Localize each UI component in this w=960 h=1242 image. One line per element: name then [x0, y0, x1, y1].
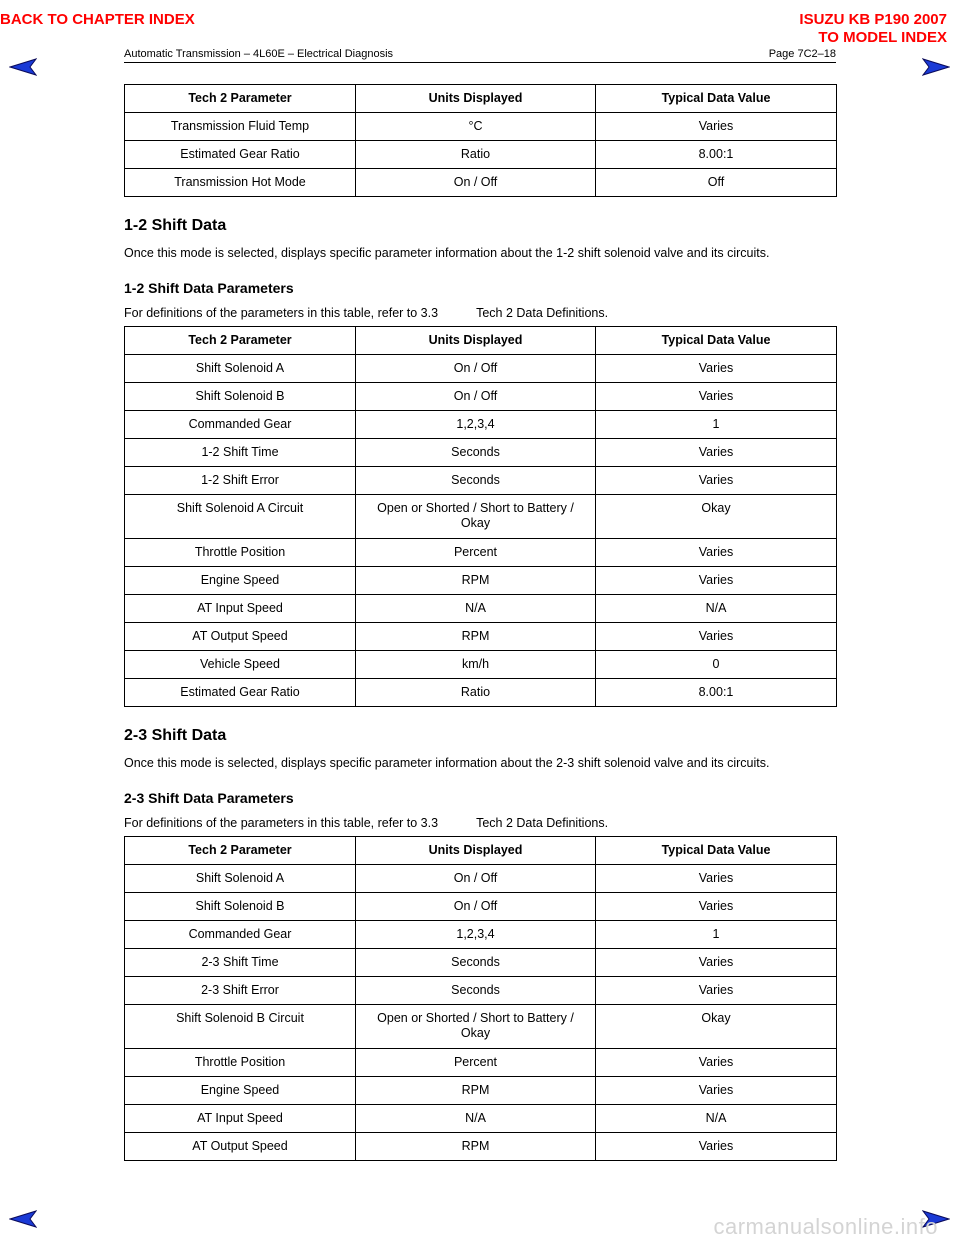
section-intro: Once this mode is selected, displays specific parameter information about the 1-2 shift solenoid valve and its circuits.	[124, 246, 770, 260]
subsection-title: 2-3 Shift Data Parameters	[124, 790, 294, 806]
column-header: Tech 2 Parameter	[125, 85, 356, 113]
parameter-cell: Shift Solenoid A Circuit	[125, 495, 356, 539]
column-header: Units Displayed	[356, 837, 596, 865]
parameter-cell: Shift Solenoid A	[125, 355, 356, 383]
reference-target: Tech 2 Data Definitions.	[476, 306, 609, 320]
next-page-button[interactable]	[922, 58, 950, 76]
units-cell: RPM	[356, 1133, 596, 1161]
prev-page-button-bottom[interactable]	[9, 1210, 37, 1228]
parameter-cell: Commanded Gear	[125, 411, 356, 439]
parameter-cell: 2-3 Shift Time	[125, 949, 356, 977]
typical-value-cell: Varies	[596, 539, 837, 567]
reference-target: Tech 2 Data Definitions.	[476, 816, 609, 830]
parameter-cell: Commanded Gear	[125, 921, 356, 949]
units-cell: Seconds	[356, 949, 596, 977]
reference-text: For definitions of the parameters in this table, refer to 3.3	[124, 306, 439, 320]
typical-value-cell: 8.00:1	[596, 141, 837, 169]
table-row	[125, 623, 837, 651]
table-row	[125, 893, 837, 921]
model-index-link[interactable]: TO MODEL INDEX	[818, 29, 947, 46]
table-row	[125, 495, 837, 539]
table-row	[125, 865, 837, 893]
parameter-cell: Estimated Gear Ratio	[125, 679, 356, 707]
parameter-cell: Throttle Position	[125, 539, 356, 567]
typical-value-cell: Varies	[596, 893, 837, 921]
table-row	[125, 1049, 837, 1077]
table-row	[125, 1005, 837, 1049]
units-cell: 1,2,3,4	[356, 921, 596, 949]
units-cell: 1,2,3,4	[356, 411, 596, 439]
units-cell: N/A	[356, 1105, 596, 1133]
parameter-cell: Transmission Hot Mode	[125, 169, 356, 197]
table-row	[125, 411, 837, 439]
column-header: Typical Data Value	[596, 837, 837, 865]
units-cell: RPM	[356, 1077, 596, 1105]
running-title: Automatic Transmission – 4L60E – Electrical Diagnosis	[124, 48, 394, 60]
column-header: Units Displayed	[356, 85, 596, 113]
typical-value-cell: Varies	[596, 113, 837, 141]
data-table-2-3-shift	[124, 836, 837, 1161]
section-title-2-3-shift-data: 2-3 Shift Data	[124, 727, 227, 744]
units-cell: Percent	[356, 539, 596, 567]
table-row	[125, 949, 837, 977]
typical-value-cell: 8.00:1	[596, 679, 837, 707]
table-row	[125, 679, 837, 707]
parameter-cell: Estimated Gear Ratio	[125, 141, 356, 169]
reference-text: For definitions of the parameters in this table, refer to 3.3	[124, 816, 439, 830]
typical-value-cell: 0	[596, 651, 837, 679]
model-title-link[interactable]: ISUZU KB P190 2007	[799, 11, 947, 28]
typical-value-cell: Off	[596, 169, 837, 197]
column-header: Tech 2 Parameter	[125, 837, 356, 865]
table-row	[125, 141, 837, 169]
typical-value-cell: Varies	[596, 865, 837, 893]
running-header	[124, 48, 836, 63]
parameter-cell: 1-2 Shift Error	[125, 467, 356, 495]
parameter-cell: Shift Solenoid A	[125, 865, 356, 893]
left-arrow-icon	[9, 1210, 37, 1228]
units-cell: On / Off	[356, 169, 596, 197]
units-cell: On / Off	[356, 893, 596, 921]
table-row	[125, 467, 837, 495]
typical-value-cell: Okay	[596, 1005, 837, 1049]
units-cell: On / Off	[356, 355, 596, 383]
parameter-cell: Transmission Fluid Temp	[125, 113, 356, 141]
typical-value-cell: Varies	[596, 467, 837, 495]
table-row	[125, 567, 837, 595]
section-intro: Once this mode is selected, displays specific parameter information about the 2-3 shift solenoid valve and its circuits.	[124, 756, 770, 770]
parameter-cell: 2-3 Shift Error	[125, 977, 356, 1005]
column-header: Typical Data Value	[596, 85, 837, 113]
left-arrow-icon	[9, 58, 37, 76]
table-header-row	[125, 85, 837, 113]
data-table-top	[124, 84, 837, 197]
table-row	[125, 1077, 837, 1105]
units-cell: On / Off	[356, 383, 596, 411]
units-cell: km/h	[356, 651, 596, 679]
parameter-cell: AT Output Speed	[125, 623, 356, 651]
column-header: Tech 2 Parameter	[125, 327, 356, 355]
units-cell: Seconds	[356, 439, 596, 467]
column-header: Typical Data Value	[596, 327, 837, 355]
units-cell: N/A	[356, 595, 596, 623]
table-row	[125, 383, 837, 411]
parameter-cell: 1-2 Shift Time	[125, 439, 356, 467]
units-cell: Seconds	[356, 977, 596, 1005]
parameter-cell: Shift Solenoid B	[125, 893, 356, 921]
parameter-cell: AT Output Speed	[125, 1133, 356, 1161]
prev-page-button[interactable]	[9, 58, 37, 76]
typical-value-cell: Varies	[596, 439, 837, 467]
units-cell: Ratio	[356, 141, 596, 169]
table-row	[125, 169, 837, 197]
typical-value-cell: N/A	[596, 1105, 837, 1133]
right-arrow-icon	[922, 58, 950, 76]
typical-value-cell: Varies	[596, 949, 837, 977]
table-header-row	[125, 327, 837, 355]
units-cell: Ratio	[356, 679, 596, 707]
parameter-cell: Shift Solenoid B	[125, 383, 356, 411]
typical-value-cell: Okay	[596, 495, 837, 539]
table-row	[125, 113, 837, 141]
definitions-reference	[124, 306, 836, 321]
watermark: carmanualsonline.info	[713, 1214, 938, 1239]
column-header: Units Displayed	[356, 327, 596, 355]
table-row	[125, 355, 837, 383]
units-cell: Open or Shorted / Short to Battery / Okay	[356, 495, 596, 539]
typical-value-cell: N/A	[596, 595, 837, 623]
typical-value-cell: Varies	[596, 355, 837, 383]
table-row	[125, 439, 837, 467]
parameter-cell: Vehicle Speed	[125, 651, 356, 679]
units-cell: °C	[356, 113, 596, 141]
table-row	[125, 1105, 837, 1133]
table-row	[125, 1133, 837, 1161]
table-row	[125, 539, 837, 567]
parameter-cell: AT Input Speed	[125, 595, 356, 623]
parameter-cell: AT Input Speed	[125, 1105, 356, 1133]
table-row	[125, 651, 837, 679]
typical-value-cell: Varies	[596, 383, 837, 411]
page-content	[124, 84, 836, 1161]
typical-value-cell: Varies	[596, 623, 837, 651]
typical-value-cell: Varies	[596, 1077, 837, 1105]
parameter-cell: Shift Solenoid B Circuit	[125, 1005, 356, 1049]
data-table-1-2-shift	[124, 326, 837, 707]
typical-value-cell: Varies	[596, 567, 837, 595]
back-to-chapter-index-link[interactable]: BACK TO CHAPTER INDEX	[0, 11, 195, 28]
table-row	[125, 977, 837, 1005]
units-cell: RPM	[356, 623, 596, 651]
units-cell: Percent	[356, 1049, 596, 1077]
typical-value-cell: Varies	[596, 977, 837, 1005]
units-cell: Open or Shorted / Short to Battery / Okay	[356, 1005, 596, 1049]
parameter-cell: Engine Speed	[125, 1077, 356, 1105]
definitions-reference	[124, 816, 836, 831]
table-header-row	[125, 837, 837, 865]
typical-value-cell: Varies	[596, 1133, 837, 1161]
typical-value-cell: 1	[596, 411, 837, 439]
units-cell: Seconds	[356, 467, 596, 495]
typical-value-cell: 1	[596, 921, 837, 949]
table-row	[125, 595, 837, 623]
parameter-cell: Throttle Position	[125, 1049, 356, 1077]
units-cell: RPM	[356, 567, 596, 595]
parameter-cell: Engine Speed	[125, 567, 356, 595]
page-number: Page 7C2–18	[768, 48, 836, 60]
section-title-1-2-shift-data: 1-2 Shift Data	[124, 217, 227, 234]
typical-value-cell: Varies	[596, 1049, 837, 1077]
subsection-title: 1-2 Shift Data Parameters	[124, 280, 294, 296]
table-row	[125, 921, 837, 949]
units-cell: On / Off	[356, 865, 596, 893]
